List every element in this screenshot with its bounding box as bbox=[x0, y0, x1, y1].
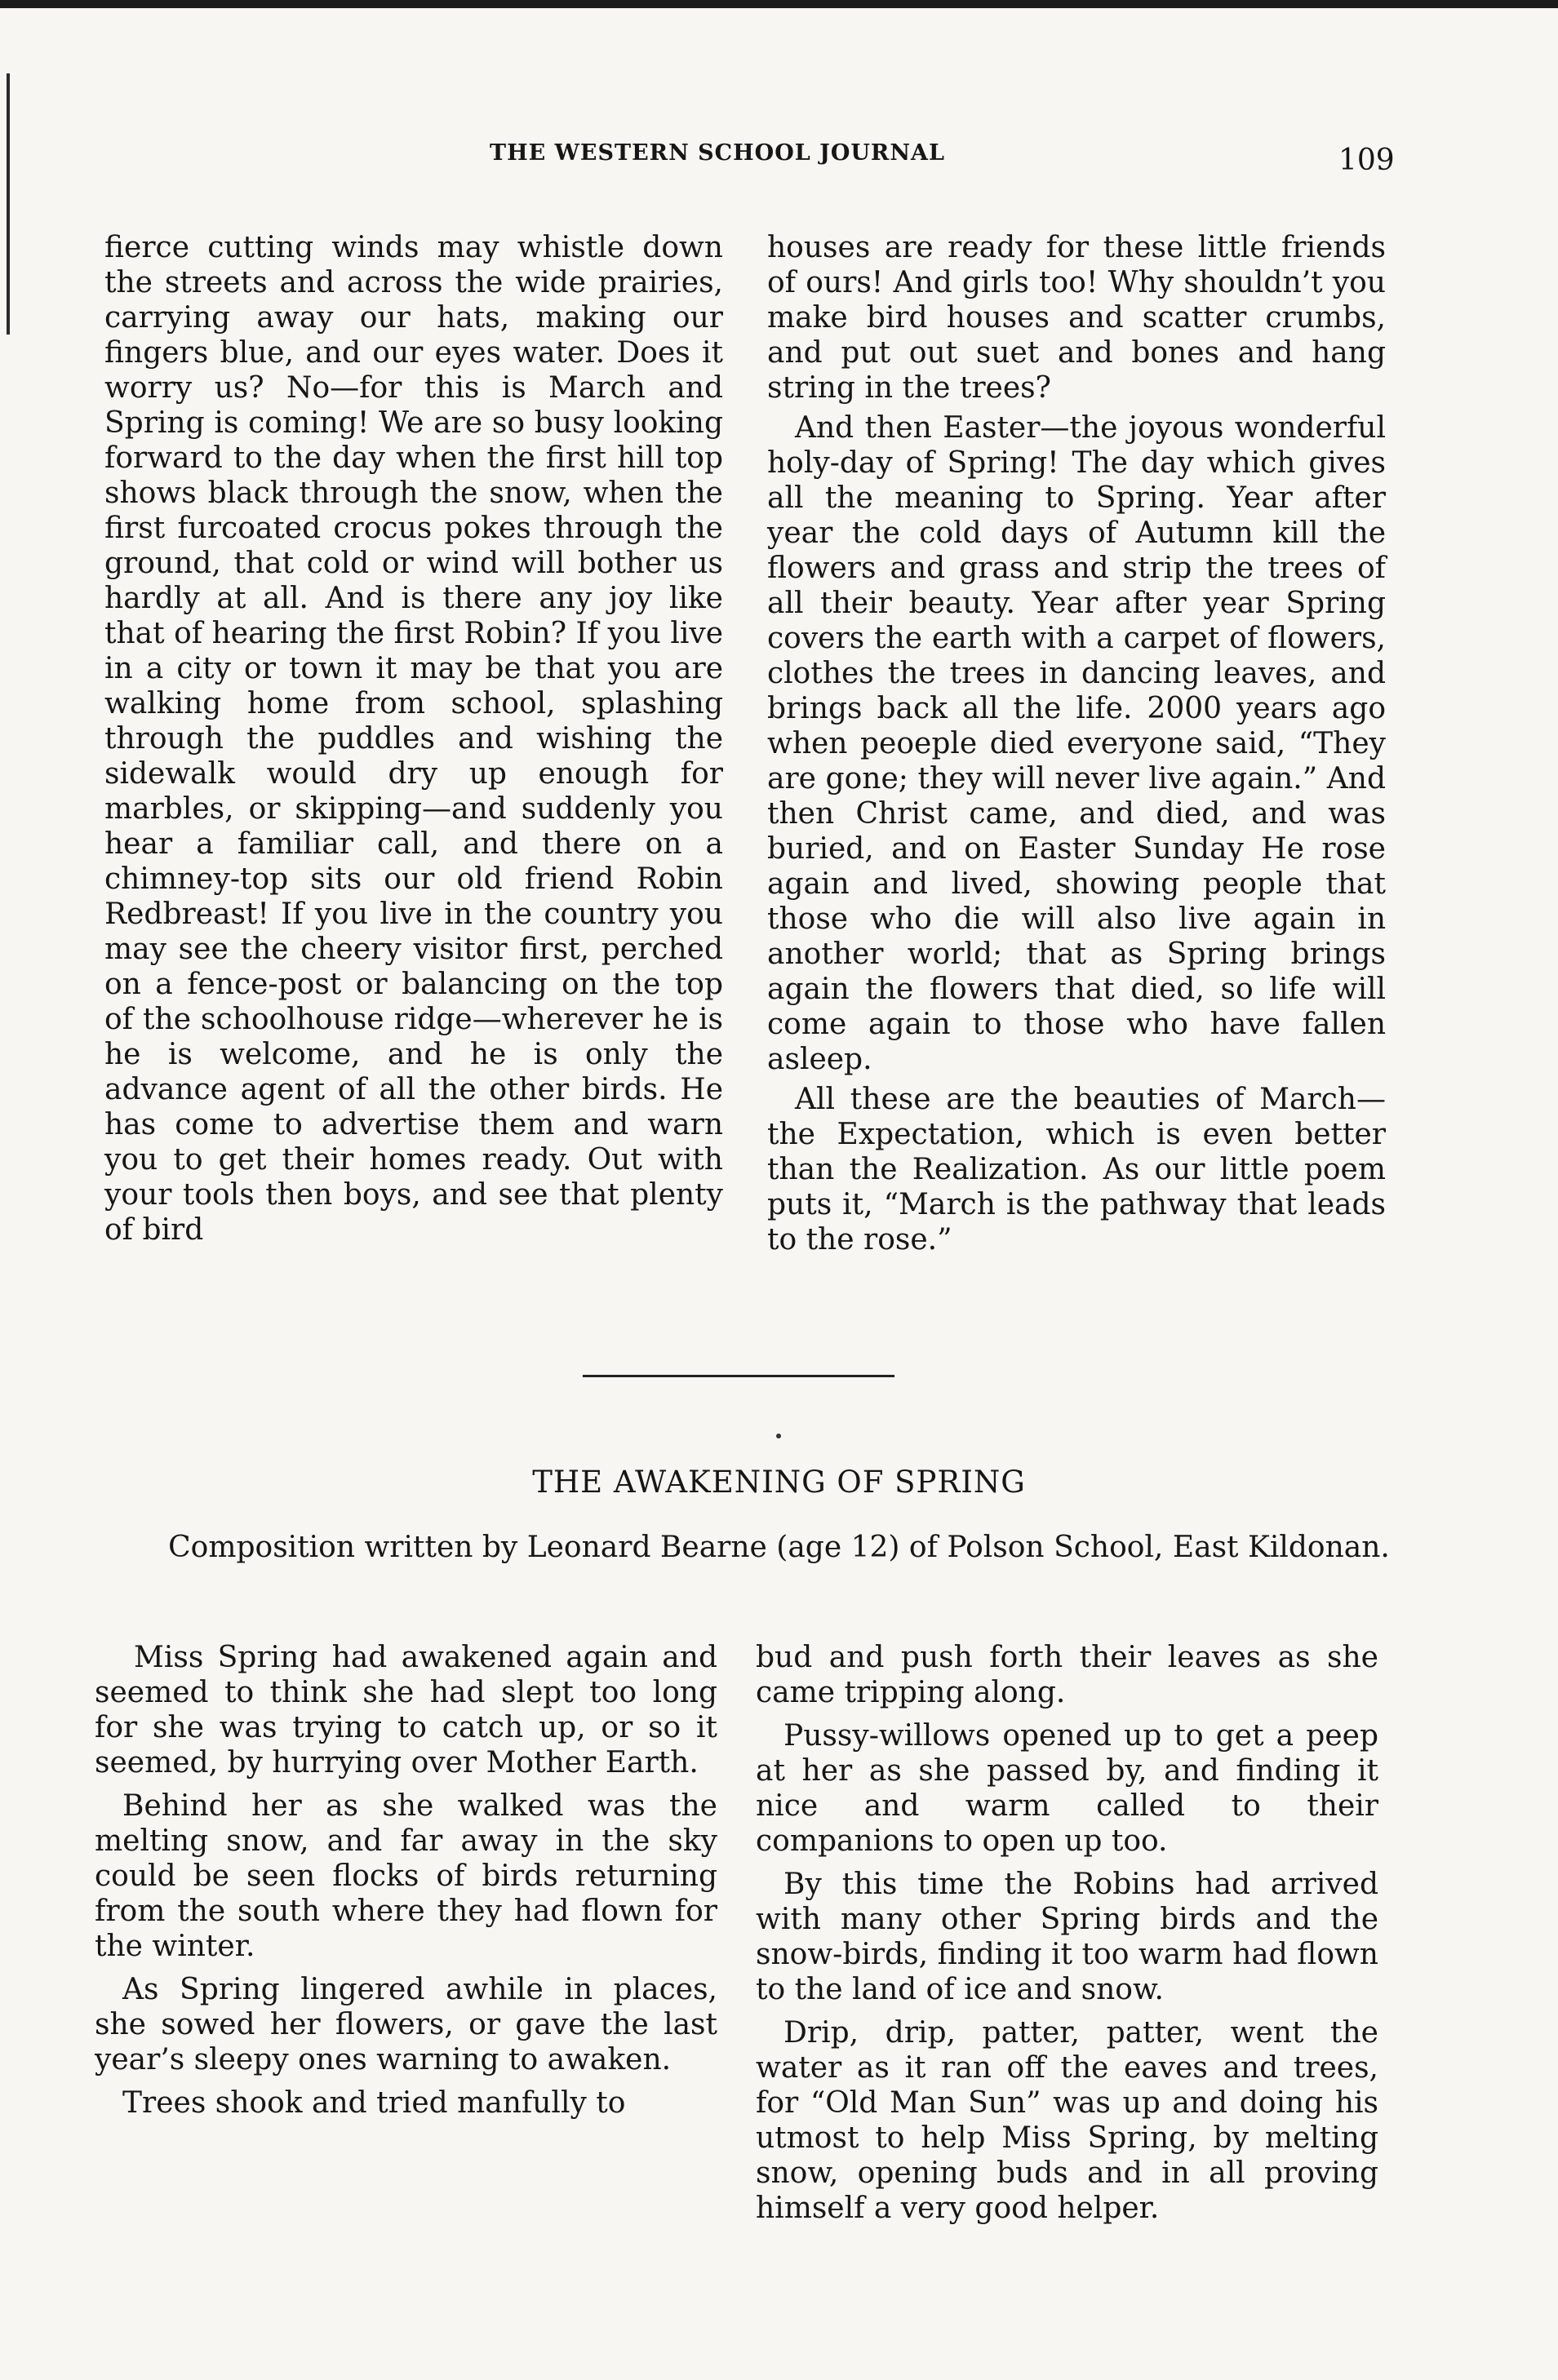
paragraph: Miss Spring had awakened again and seemed to think she had slept too long for she was trying to catch up, or so it seemed, by hurrying over Mother Earth. bbox=[95, 1641, 717, 1779]
paragraph: As Spring lingered awhile in places, she sowed her flowers, or gave the last year’s sleepy ones warning to awaken. bbox=[95, 1973, 717, 2076]
paragraph: Behind her as she walked was the melting snow, and far away in the sky could be seen flocks of birds returning from the south where they had flown for the winter. bbox=[95, 1789, 717, 1963]
paragraph: Trees shook and tried manfully to bbox=[122, 2086, 626, 2120]
paragraph: Pussy-willows opened up to get a peep at her as she passed by, and finding it nice and warm called to their companions to open up too. bbox=[756, 1719, 1378, 1858]
article-one-left-column bbox=[104, 230, 723, 1252]
section-divider bbox=[583, 1375, 894, 1377]
paragraph: houses are ready for these little friends of ours! And girls too! Why shouldn’t you make bird houses and scatter crumbs, and put out suet and bones and hang string in the trees? bbox=[767, 231, 1386, 405]
article-two-left-column bbox=[95, 1640, 717, 2125]
article-two-byline: Composition written by Leonard Bearne (age 12) of Polson School, East Kildonan. bbox=[168, 1531, 1390, 1564]
paragraph: bud and push forth their leaves as she came tripping along. bbox=[756, 1641, 1378, 1709]
paragraph: All these are the beauties of March—the Expectation, which is even better than the Realization. As our little poem puts it, “March is the pathway that leads to the rose.” bbox=[767, 1083, 1386, 1256]
print-speck bbox=[776, 1434, 781, 1438]
paragraph: Drip, drip, patter, patter, went the water as it ran off the eaves and trees, for “Old Man Sun” was up and doing his utmost to help Miss Spring, by melting snow, opening buds and in all proving himself a very good helper. bbox=[756, 2016, 1378, 2225]
page-number: 109 bbox=[1338, 144, 1395, 177]
article-two-title: THE AWAKENING OF SPRING bbox=[532, 1465, 1026, 1500]
page-left-edge bbox=[7, 73, 10, 335]
article-one-right-column bbox=[767, 230, 1386, 1262]
paragraph: By this time the Robins had arrived with many other Spring birds and the snow-birds, finding it too warm had flown to the land of ice and snow. bbox=[756, 1868, 1378, 2006]
paragraph: And then Easter—the joyous wonderful holy-day of Spring! The day which gives all the meaning to Spring. Year after year the cold days of Autumn kill the flowers and grass and strip the trees of all their beauty. Year after year Spring covers the earth with a carpet of flowers, clothes the trees in dancing leaves, and brings back all the life. 2000 years ago when peoeple died everyone said, “They are gone; they will never live again.” And then Christ came, and died, and was buried, and on Easter Sunday He rose again and lived, showing people that those who die will also live again in another world; that as Spring brings again the flowers that died, so life will come again to those who have fallen asleep. bbox=[767, 411, 1386, 1076]
page-top-edge bbox=[0, 0, 1558, 8]
article-two-right-column bbox=[756, 1640, 1378, 2231]
paragraph: fierce cutting winds may whistle down the streets and across the wide prairies, carrying away our hats, making our fingers blue, and our eyes water. Does it worry us? No—for this is March and Spring is coming! We are so busy looking forward to the day when the first hill top shows black through the snow, when the first furcoated crocus pokes through the ground, that cold or wind will bother us hardly at all. And is there any joy like that of hearing the first Robin? If you live in a city or town it may be that you are walking home from school, splashing through the puddles and wishing the sidewalk would dry up enough for marbles, or skipping—and suddenly you hear a familiar call, and there on a chimney-top sits our old friend Robin Redbreast! If you live in the country you may see the cheery visitor first, perched on a fence-post or balancing on the top of the schoolhouse ridge—wherever he is he is welcome, and he is only the advance agent of all the other birds. He has come to advertise them and warn you to get their homes ready. Out with your tools then boys, and see that plenty of bird bbox=[104, 231, 723, 1247]
journal-title: THE WESTERN SCHOOL JOURNAL bbox=[490, 140, 945, 166]
